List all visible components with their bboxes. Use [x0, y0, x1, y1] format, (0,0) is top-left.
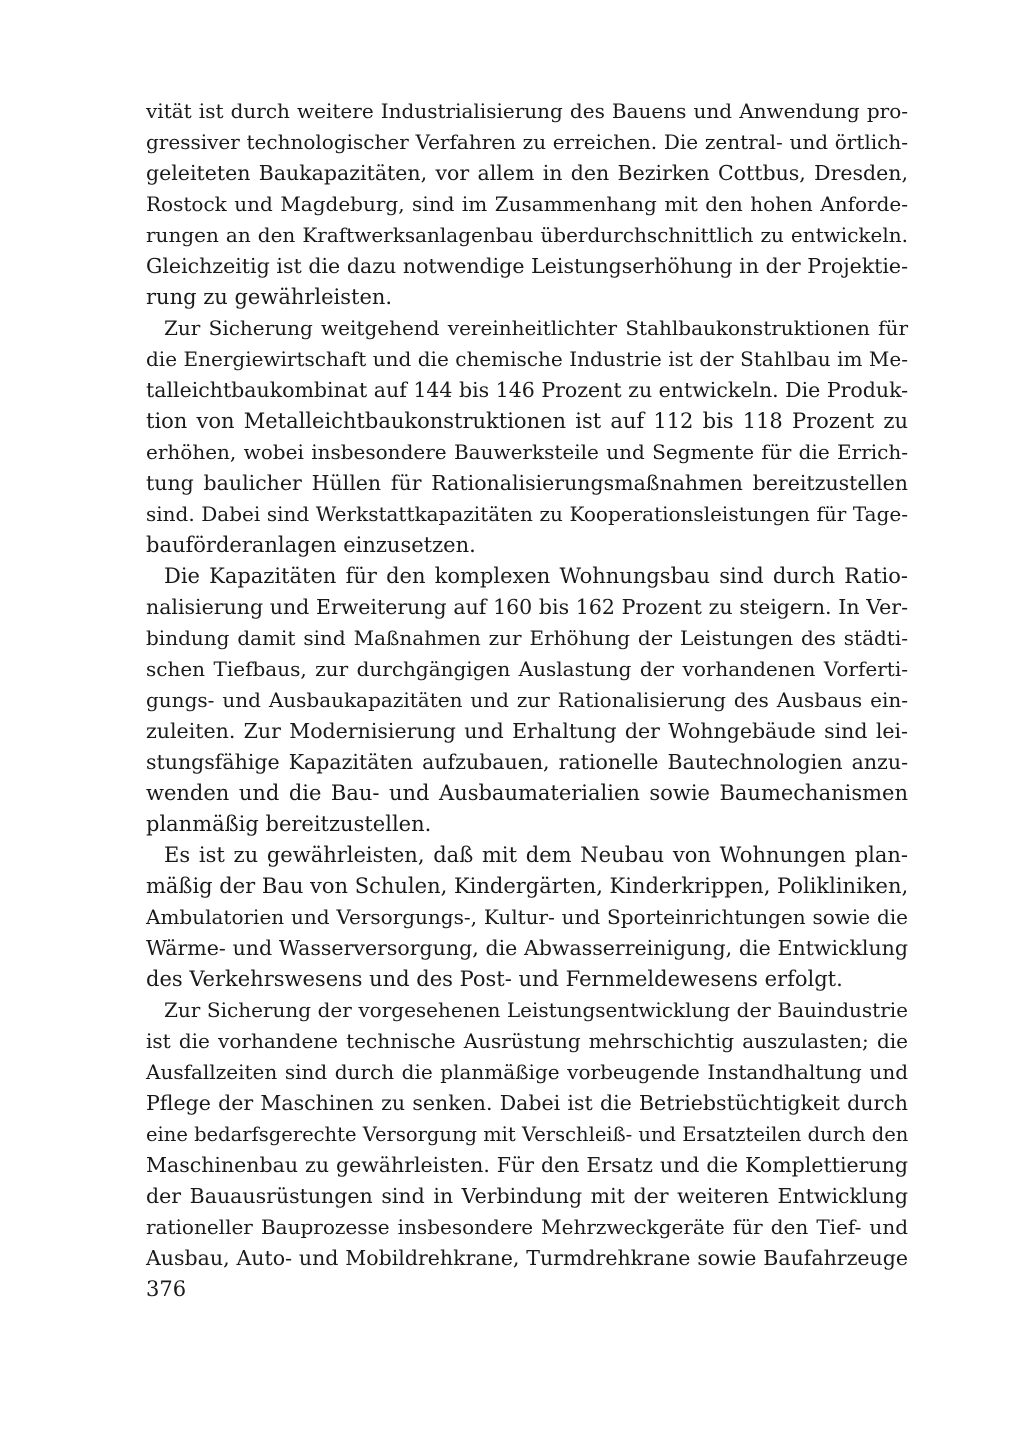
text-line: talleichtbaukombinat auf 144 bis 146 Prozent zu entwickeln. Die Produk- — [146, 378, 909, 402]
text-line: sind. Dabei sind Werkstattkapazitäten zu Kooperationsleistungen für Tage- — [146, 502, 908, 526]
text-line: tung baulicher Hüllen für Rationalisierungsmaßnahmen bereitzustellen — [146, 471, 908, 495]
text-line: geleiteten Baukapazitäten, vor allem in den Bezirken Cottbus, Dresden, — [146, 161, 908, 185]
text-line: eine bedarfsgerechte Versorgung mit Verschleiß- und Ersatzteilen durch den — [146, 1123, 909, 1146]
paragraph — [146, 313, 908, 561]
text-line: Pflege der Maschinen zu senken. Dabei ist die Betriebstüchtigkeit durch — [146, 1091, 908, 1115]
text-line: erhöhen, wobei insbesondere Bauwerksteile und Segmente für die Errich- — [146, 440, 908, 464]
page-number: 376 — [146, 1277, 187, 1301]
paragraph — [146, 995, 908, 1274]
paragraph — [146, 561, 908, 840]
text-line: Zur Sicherung weitgehend vereinheitlichter Stahlbaukonstruktionen für — [164, 316, 908, 340]
text-line: wenden und die Bau- und Ausbaumaterialien sowie Baumechanismen — [146, 781, 908, 805]
text-line: ist die vorhandene technische Ausrüstung mehrschichtig auszulasten; die — [146, 1029, 908, 1053]
text-line: rung zu gewährleisten. — [146, 285, 393, 309]
text-line: schen Tiefbaus, zur durchgängigen Auslastung der vorhandenen Vorferti- — [146, 657, 908, 681]
text-line: Es ist zu gewährleisten, daß mit dem Neubau von Wohnungen plan- — [164, 843, 908, 867]
text-line: mäßig der Bau von Schulen, Kindergärten, Kinderkrippen, Polikliniken, — [146, 874, 909, 898]
text-line: Wärme- und Wasserversorgung, die Abwasserreinigung, die Entwicklung — [146, 936, 908, 960]
text-line: Ausbau, Auto- und Mobildrehkrane, Turmdrehkrane sowie Baufahrzeuge — [146, 1246, 908, 1270]
text-line: zuleiten. Zur Modernisierung und Erhaltung der Wohngebäude sind lei- — [146, 719, 908, 743]
text-line: rungen an den Kraftwerksanlagenbau überdurchschnittlich zu entwickeln. — [146, 223, 908, 247]
text-line: stungsfähige Kapazitäten aufzubauen, rationelle Bautechnologien anzu- — [146, 750, 908, 774]
text-line: Ausfallzeiten sind durch die planmäßige vorbeugende Instandhaltung und — [146, 1060, 908, 1084]
text-line: Maschinenbau zu gewährleisten. Für den Ersatz und die Komplettierung — [146, 1153, 908, 1177]
text-line: Gleichzeitig ist die dazu notwendige Leistungserhöhung in der Projektie- — [146, 254, 908, 278]
text-line: tion von Metalleichtbaukonstruktionen ist auf 112 bis 118 Prozent zu — [146, 409, 908, 433]
text-line: gressiver technologischer Verfahren zu erreichen. Die zentral- und örtlich- — [146, 130, 908, 154]
paragraph — [146, 96, 908, 313]
text-line: vität ist durch weitere Industrialisierung des Bauens und Anwendung pro- — [146, 99, 908, 123]
text-line: des Verkehrswesens und des Post- und Fernmeldewesens erfolgt. — [146, 967, 843, 991]
text-line: der Bauausrüstungen sind in Verbindung mit der weiteren Entwicklung — [146, 1184, 908, 1208]
text-line: gungs- und Ausbaukapazitäten und zur Rationalisierung des Ausbaus ein- — [146, 688, 908, 712]
text-line: nalisierung und Erweiterung auf 160 bis 162 Prozent zu steigern. In Ver- — [146, 595, 908, 619]
text-line: Ambulatorien und Versorgungs-, Kultur- und Sporteinrichtungen sowie die — [146, 905, 908, 929]
text-line: planmäßig bereitzustellen. — [146, 812, 432, 836]
text-line: Rostock und Magdeburg, sind im Zusammenhang mit den hohen Anforde- — [146, 192, 908, 216]
text-line: bauförderanlagen einzusetzen. — [146, 533, 476, 557]
text-line: bindung damit sind Maßnahmen zur Erhöhung der Leistungen des städti- — [146, 626, 908, 650]
text-line: rationeller Bauprozesse insbesondere Mehrzweckgeräte für den Tief- und — [146, 1215, 908, 1239]
text-line: Die Kapazitäten für den komplexen Wohnungsbau sind durch Ratio- — [164, 564, 908, 588]
body-text — [146, 96, 908, 1274]
text-line: die Energiewirtschaft und die chemische Industrie ist der Stahlbau im Me- — [146, 347, 908, 371]
paragraph — [146, 840, 908, 995]
text-line: Zur Sicherung der vorgesehenen Leistungsentwicklung der Bauindustrie — [164, 998, 908, 1022]
